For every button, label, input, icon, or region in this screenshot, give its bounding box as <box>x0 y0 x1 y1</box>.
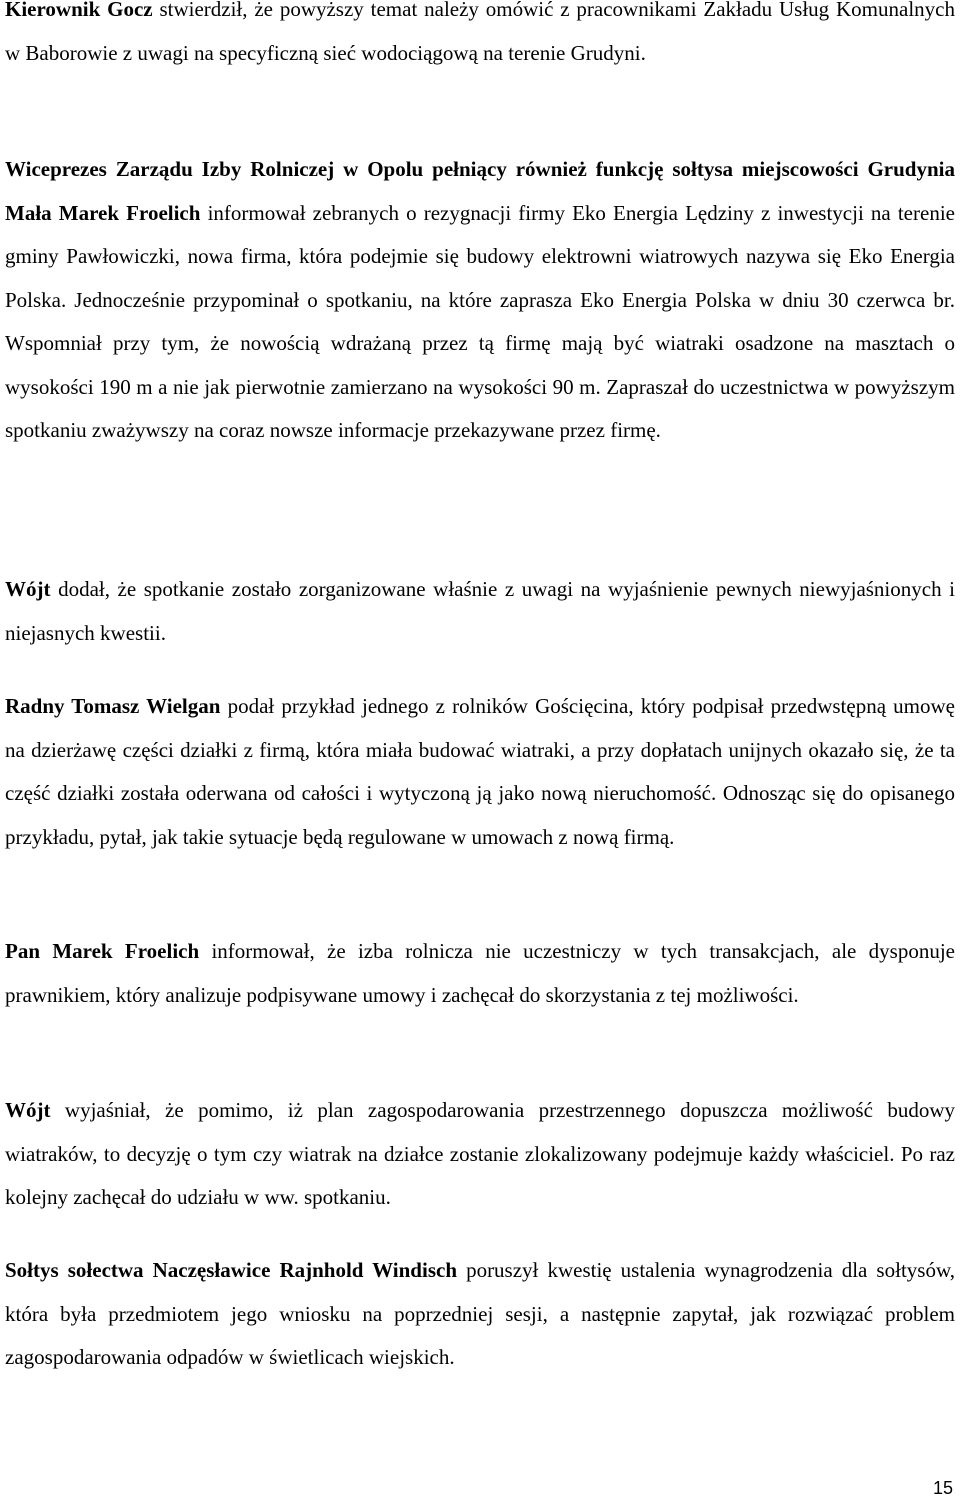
paragraph-text: stwierdził, że powyższy temat należy omówić z pracownikami Zakładu Usług Komunalnych w Baborowie z uwagi na specyficzną sieć wodociągową na terenie Grudyni. <box>5 0 955 65</box>
speaker-name: Kierownik Gocz <box>5 0 153 21</box>
paragraph-text: wyjaśniał, że pomimo, iż plan zagospodarowania przestrzennego dopuszcza możliwość budowy wiatraków, to decyzję o tym czy wiatrak na działce zostanie zlokalizowany podejmuje każdy właściciel. Po raz kolejny zachęcał do udziału w ww. spotkaniu. <box>5 1098 955 1209</box>
speaker-name: Sołtys sołectwa Naczęsławice Rajnhold Windisch <box>5 1258 457 1282</box>
paragraph-7 <box>5 1249 955 1380</box>
paragraph-text: informował zebranych o rezygnacji firmy Eko Energia Lędziny z inwestycji na terenie gminy Pawłowiczki, nowa firma, która podejmie się budowy elektrowni wiatrowych nazywa się Eko Energia Polska. Jednocześnie przypominał o spotkaniu, na które zaprasza Eko Energia Polska w dniu 30 czerwca br. Wspomniał przy tym, że nowością wdrażaną przez tą firmę mają być wiatraki osadzone na masztach o wysokości 190 m a nie jak pierwotnie zamierzano na wysokości 90 m. Zapraszał do uczestnictwa w powyższym spotkaniu zważywszy na coraz nowsze informacje przekazywane przez firmę. <box>5 200 955 442</box>
paragraph-text: informował, że izba rolnicza nie uczestniczy w tych transakcjach, ale dysponuje prawnikiem, który analizuje podpisywane umowy i zachęcał do skorzystania z tej możliwości. <box>5 939 955 1007</box>
paragraph-6 <box>5 1089 955 1220</box>
speaker-name: Pan Marek Froelich <box>5 939 200 963</box>
paragraph-4 <box>5 685 955 859</box>
paragraph-1 <box>5 0 955 75</box>
paragraph-3 <box>5 568 955 655</box>
paragraph-2 <box>5 148 955 453</box>
page-number: 15 <box>932 1478 953 1498</box>
paragraph-text: podał przykład jednego z rolników Gościęcina, który podpisał przedwstępną umowę na dzierżawę części działki z firmą, która miała budować wiatraki, a przy dopłatach unijnych okazało się, że ta część działki została oderwana od całości i wytyczoną ją jako nową nieruchomość. Odnosząc się do opisanego przykładu, pytał, jak takie sytuacje będą regulowane w umowach z nową firmą. <box>5 694 955 849</box>
paragraph-5 <box>5 930 955 1017</box>
speaker-name: Wiceprezes Zarządu Izby Rolniczej w Opolu pełniący również funkcję sołtysa miejscowości Grudynia Mała Marek Froelich <box>5 157 955 225</box>
speaker-name: Wójt <box>5 1098 51 1122</box>
paragraph-text: poruszył kwestię ustalenia wynagrodzenia dla sołtysów, która była przedmiotem jego wniosku na poprzedniej sesji, a następnie zapytał, jak rozwiązać problem zagospodarowania odpadów w świetlicach wiejskich. <box>5 1258 955 1369</box>
speaker-name: Radny Tomasz Wielgan <box>5 694 221 718</box>
speaker-name: Wójt <box>5 577 51 601</box>
paragraph-text: dodał, że spotkanie zostało zorganizowane właśnie z uwagi na wyjaśnienie pewnych niewyjaśnionych i niejasnych kwestii. <box>5 577 955 645</box>
